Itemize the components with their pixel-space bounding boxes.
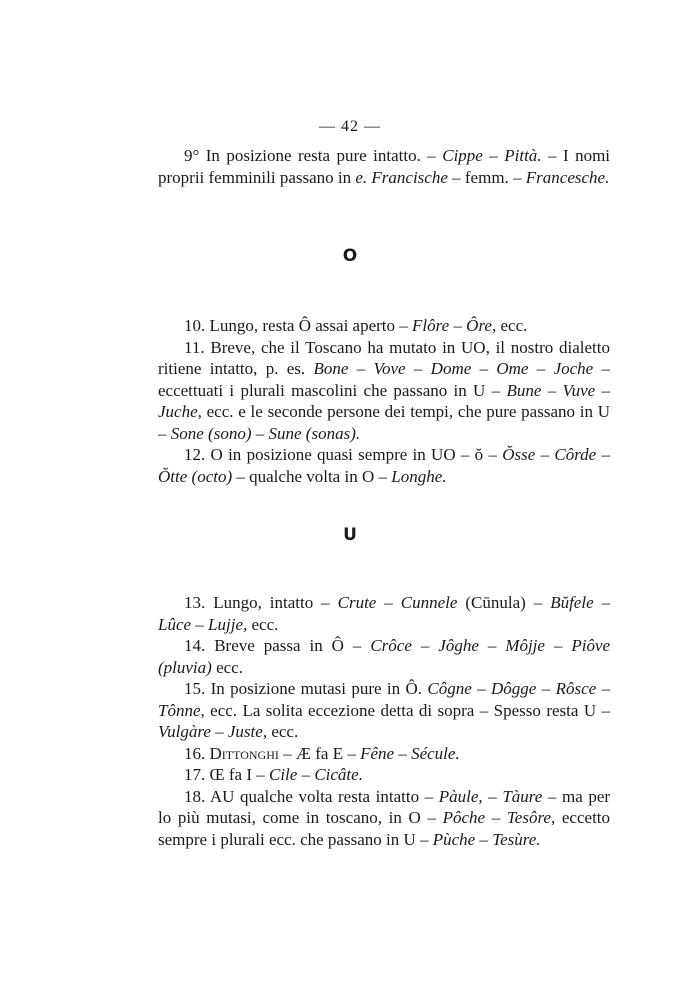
text: ecc. e le seconde persone dei tempi, che pure passano in U – [158,402,610,443]
example-word: Pàule, [438,786,483,806]
text: – [540,445,550,464]
example-word: Vuve [562,380,596,400]
example-word: Cippe [442,146,483,165]
text: 18. AU qualche volta resta intatto – [184,786,434,806]
example-word: Juste, [227,722,268,741]
paragraph-12 [158,444,610,487]
text: – [601,380,611,400]
example-word: Lûce [158,614,192,634]
text: ecc. [251,614,279,634]
example-gloss: (octo) [191,466,233,486]
example-word: Crôce [370,636,412,655]
text: – [601,445,611,464]
text: – [398,743,407,763]
example-word: Piôve [571,636,611,655]
text: 14. Breve passa in Ô – [184,636,362,655]
example-word: Joche [553,359,594,378]
example-word: Sune [268,423,302,443]
example-word: Dôgge [491,679,537,698]
small-caps-term: Dittonghi [209,743,279,763]
paragraph-13 [158,592,610,635]
text: – eccettuati i plurali mascolini che passano in U – [158,359,611,400]
text: – [491,808,501,827]
example-word: Bune [506,380,542,400]
text: – [413,359,423,378]
text: ecc. [216,657,243,677]
text: – [384,593,393,612]
text: (Cūnula) – [465,593,543,612]
text: – [489,146,498,165]
page-number: — 42 — [319,118,381,135]
example-word: Côrde [554,445,597,464]
example-word: Ome [496,359,529,378]
example-word: Cicâte. [314,765,363,784]
example-word: Lujje, [208,614,248,634]
example-word: Bŭfele [550,593,594,612]
example-word: Ŏsse [502,445,536,464]
example-word: Francische [371,167,448,187]
text: – qualche volta in O – [236,466,387,486]
example-word: Juche, [158,402,202,421]
text: – femm. – [452,167,522,187]
text: – [453,316,462,335]
example-word: Flôre [412,316,450,335]
example-gloss: (sonas). [305,423,361,443]
text: – [547,380,557,400]
example-word: Cile [268,765,298,784]
example-word: Ŏtte [158,466,188,486]
text: – [255,423,265,443]
section-heading-u: U [343,525,357,545]
example-word: Rôsce [555,679,597,698]
text: – [479,829,488,849]
example-word: Pôche [442,808,486,827]
paragraph-16 [158,743,610,765]
text: – [601,679,611,698]
example-word: Vove [373,359,406,378]
text: – [301,765,311,784]
text: – [215,722,224,741]
text: – [420,636,430,655]
section-10-12 [158,315,610,487]
text: eccetto sempre i plurali ecc. che passano in U – [158,808,611,849]
example-word: Pittà. [504,146,542,165]
example-word: e. [355,167,368,187]
paragraph-17 [158,764,610,786]
example-word: Vulgàre [158,722,211,741]
text: ecc. [500,316,528,335]
text: – I nomi proprii femminili passano in [158,146,611,187]
text: – [601,593,611,612]
text: – [477,679,486,698]
text: – [195,614,204,634]
text: – [487,636,497,655]
section-13-18 [158,592,610,850]
example-word: Francesche. [525,167,610,187]
section-heading-o: O [342,246,358,266]
example-word: Jôghe [438,636,479,655]
example-word: Crute [337,593,377,612]
text: ecc. [271,722,299,741]
example-word: Tàure [502,786,543,806]
example-word: Côgne [427,679,472,698]
text: 15. In posizione mutasi pure in Ô. [184,679,423,698]
text: – [356,359,366,378]
example-word: Ôre, [466,316,497,335]
example-word: Môjje [505,636,545,655]
paragraph-14 [158,635,610,678]
text: – Æ fa E – [283,743,356,763]
text: 11. Breve, che il Toscano ha mutato in UO, il nostro dialetto ritiene intatto, p. es. [158,337,610,378]
example-word: Sécule. [411,743,460,763]
text: – [479,359,489,378]
paragraph-11 [158,337,610,445]
text: 16. [184,743,206,763]
example-word: Bone [313,359,349,378]
example-word: Pùche [432,829,476,849]
text: 17. Œ fa I – [184,765,265,784]
text: – ma per lo più mutasi, come in toscano, in O – [158,786,611,827]
example-word: Tônne, [158,700,205,720]
text: – [541,679,551,698]
paragraph-10 [158,315,610,337]
text: ecc. La solita eccezione detta di sopra – Spesso resta U – [210,700,611,720]
text: 13. Lungo, intatto – [184,593,330,612]
example-word: Fêne [360,743,395,763]
text: – [488,786,497,806]
text: 9° In posizione resta pure intatto. – [184,146,436,165]
example-gloss: (sono) [208,423,252,443]
text: – [536,359,546,378]
text: 10. Lungo, resta Ô assai aperto – [184,316,408,335]
example-word: Dome [430,359,472,378]
section-9 [158,145,610,188]
example-gloss: (pluvia) [158,657,212,677]
paragraph-9 [158,145,610,188]
text: 12. O in posizione quasi sempre in UO – ŏ – [184,445,497,464]
example-word: Sone [170,423,204,443]
paragraph-18 [158,786,610,851]
example-word: Longhe. [391,466,447,486]
example-word: Tesùre. [492,829,541,849]
paragraph-15 [158,678,610,743]
text: – [553,636,563,655]
example-word: Cunnele [400,593,458,612]
example-word: Tesôre, [506,808,556,827]
